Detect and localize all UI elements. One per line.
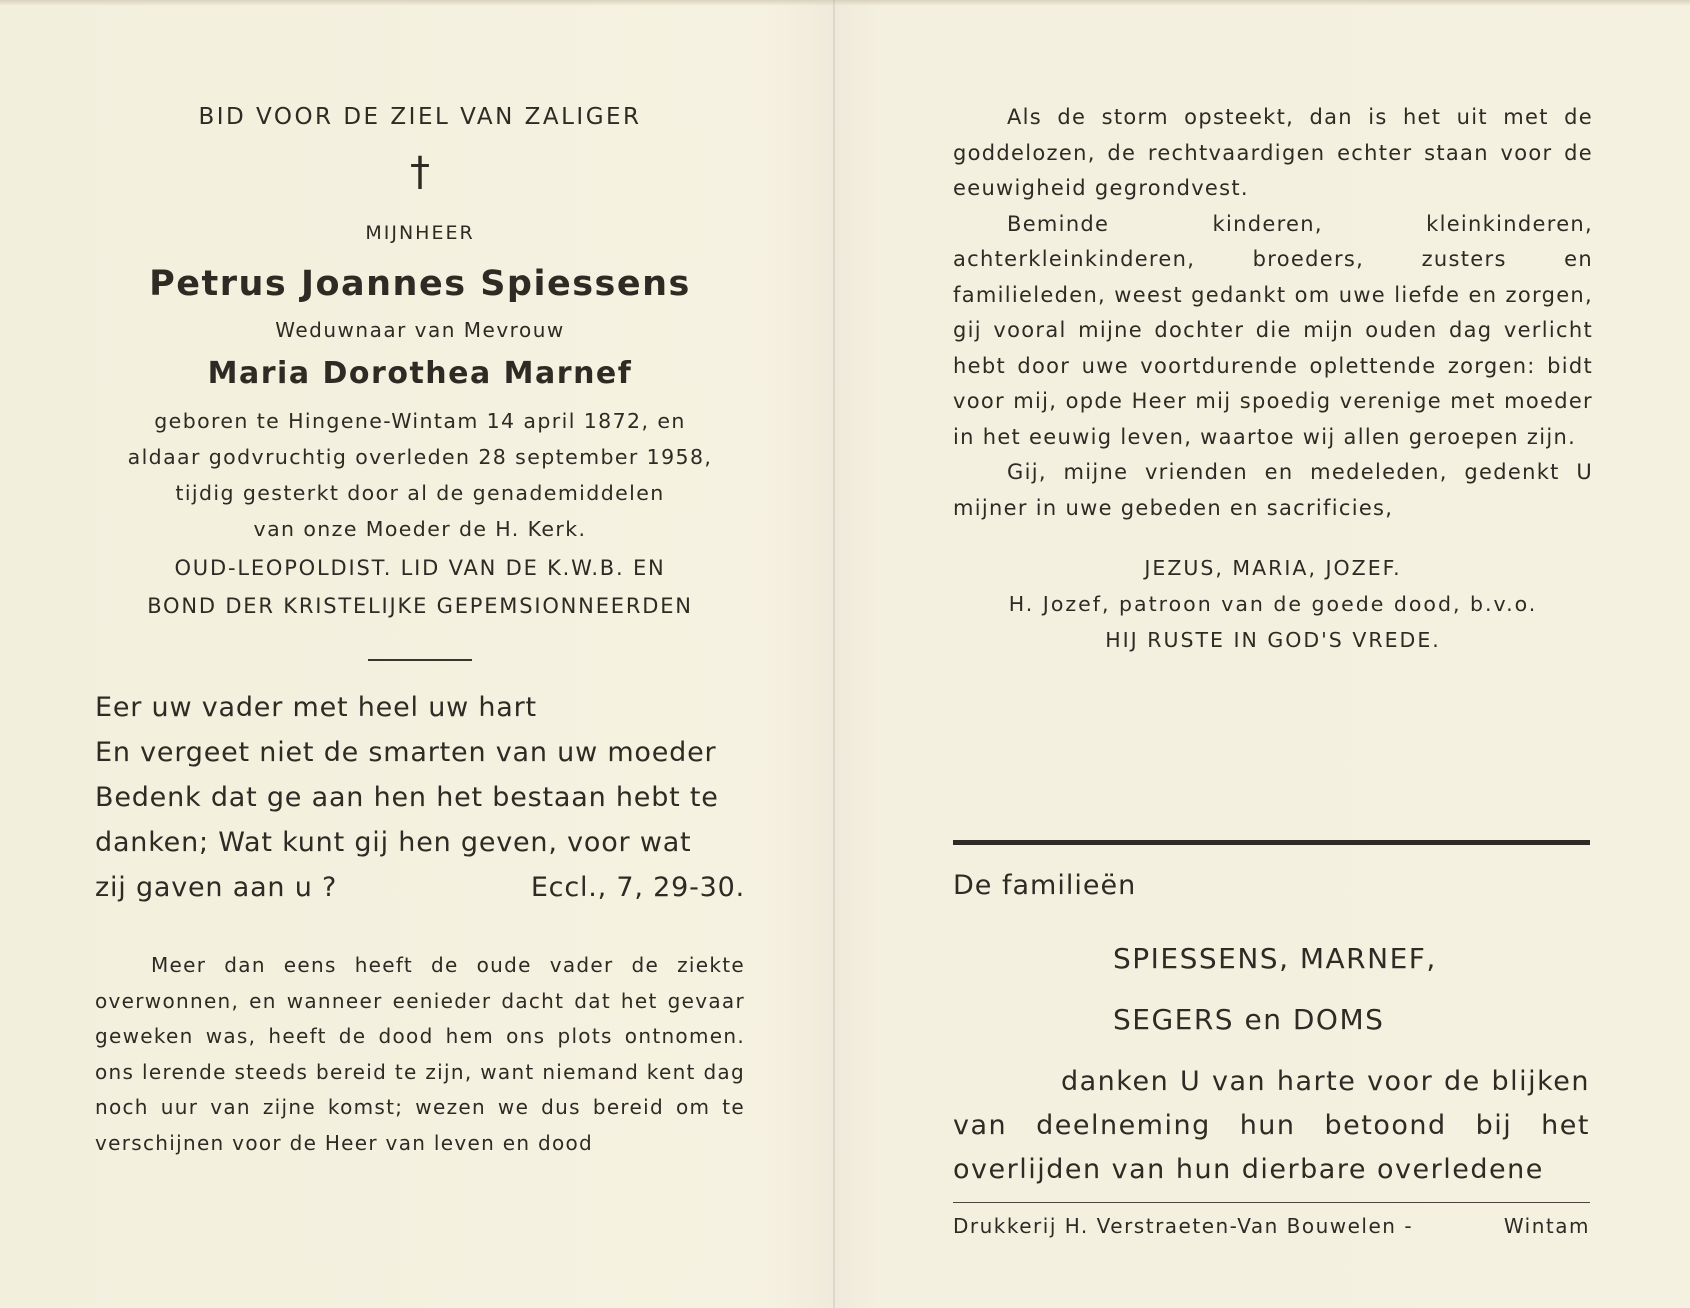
family-line: SEGERS en DOMS <box>1113 1003 1385 1036</box>
quote-line: Bedenk dat ge aan hen het bestaan hebt te <box>95 782 719 813</box>
divider <box>368 659 472 661</box>
deceased-name: Petrus Joannes Spiessens <box>149 264 691 304</box>
quote-line: En vergeet niet de smarten van uw moeder <box>95 737 717 768</box>
left-panel <box>95 100 745 1161</box>
membership-line: OUD-LEOPOLDIST. LID VAN DE K.W.B. EN <box>174 556 666 580</box>
right-panel <box>953 100 1593 1238</box>
honorific: MIJNHEER <box>365 222 475 244</box>
prayer-heading: BID VOOR DE ZIEL VAN ZALIGER <box>198 104 642 130</box>
biography <box>95 403 745 547</box>
widower-line: Weduwnaar van Mevrouw <box>275 318 565 342</box>
invocation-line: H. Jozef, patroon van de goede dood, b.v.o. <box>1008 592 1538 616</box>
printer-credit <box>953 1214 1590 1238</box>
remembrance-paragraph <box>95 948 745 1161</box>
wife-name: Maria Dorothea Marnef <box>207 356 633 391</box>
family-names <box>1113 928 1437 1050</box>
quote-line: danken; Wat kunt gij hen geven, voor wat <box>95 827 692 858</box>
quote-reference: Eccl., 7, 29-30. <box>530 872 745 903</box>
center-fold <box>833 0 835 1308</box>
printer-name: Drukkerij H. Verstraeten-Van Bouwelen - <box>953 1214 1414 1238</box>
paragraph-text: Als de storm opsteekt, dan is het uit met de goddelozen, de rechtvaardigen echter staan voor de eeuwigheid gegrondvest. <box>953 105 1593 200</box>
invocation-line: HIJ RUSTE IN GOD'S VREDE. <box>1105 628 1441 652</box>
families-intro: De familieën <box>953 870 1137 901</box>
bio-line: van onze Moeder de H. Kerk. <box>253 517 587 541</box>
memberships <box>95 549 745 625</box>
paragraph-text: Beminde kinderen, kleinkinderen, achterkleinkinderen, broeders, zusters en familieleden, weest gedankt om uwe liefde en zorgen, gij vooral mijne dochter die mijn ouden dag verlicht hebt door uwe voortdurende oplettende zorgen: bidt voor mij, opde Heer mij spoedig verenige met moeder in het eeuwig leven, waartoe wij allen geroepen zijn. <box>953 211 1593 449</box>
thin-divider <box>953 1202 1590 1203</box>
invocation <box>953 550 1593 658</box>
invocation-line: JEZUS, MARIA, JOZEF. <box>1144 556 1402 580</box>
bio-line: tijdig gesterkt door al de genademiddelen <box>175 481 665 505</box>
paragraph-text: danken U van harte voor de blijken van deelneming hun betoond bij het overlijden van hun dierbare overledene <box>953 1066 1590 1185</box>
thanks-text <box>953 1060 1590 1192</box>
quote-line: zij gaven aan u ? <box>95 872 338 903</box>
printer-place: Wintam <box>1503 1214 1590 1238</box>
paragraph-text: Meer dan eens heeft de oude vader de ziekte overwonnen, en wanneer eenieder dacht dat het gevaar geweken was, heeft de dood hem ons plots ontnomen. ons lerende steeds bereid te zijn, want niemand kent dag noch uur van zijne komst; wezen we dus bereid om te verschijnen voor de Heer van leven en dood <box>95 953 745 1155</box>
bio-line: geboren te Hingene-Wintam 14 april 1872, en <box>154 409 686 433</box>
top-edge <box>0 0 1690 6</box>
family-line: SPIESSENS, MARNEF, <box>1113 942 1437 975</box>
bio-line: aldaar godvruchtig overleden 28 september 1958, <box>127 445 713 469</box>
membership-line: BOND DER KRISTELIJKE GEPEMSIONNEERDEN <box>147 594 693 618</box>
scripture-quote <box>95 685 745 910</box>
quote-line: Eer uw vader met heel uw hart <box>95 692 537 723</box>
quote-last-row <box>95 865 745 910</box>
cross-icon: † <box>410 149 430 195</box>
thick-divider <box>953 840 1590 845</box>
paragraph-text: Gij, mijne vrienden en medeleden, gedenkt U mijner in uwe gebeden en sacrificies, <box>953 460 1593 520</box>
farewell-text <box>953 100 1593 526</box>
